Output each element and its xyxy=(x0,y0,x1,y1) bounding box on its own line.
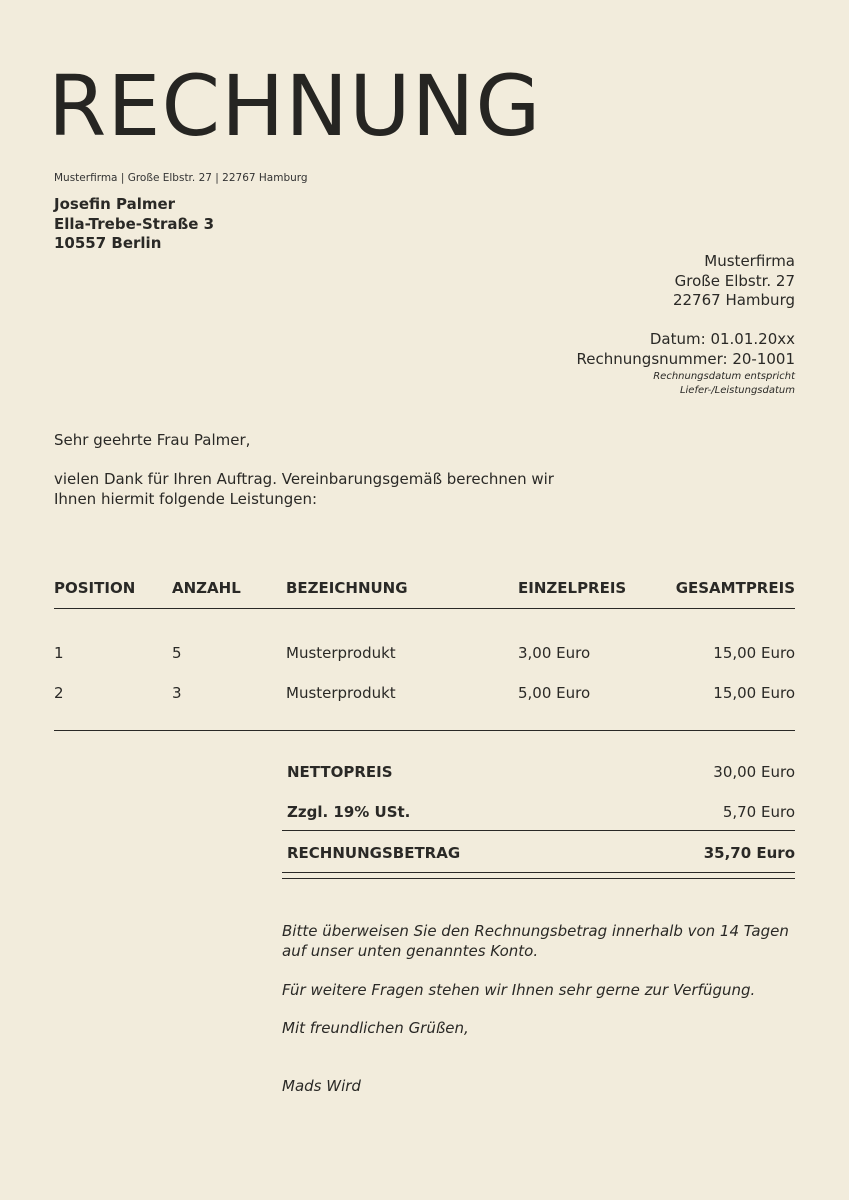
intro-text: vielen Dank für Ihren Auftrag. Vereinbarungsgemäß berechnen wir Ihnen hiermit folgende Leistungen: xyxy=(54,470,554,508)
total-double-rule-bottom xyxy=(282,878,795,879)
invoice-date-note xyxy=(653,370,795,398)
table-cell-description: Musterprodukt xyxy=(286,684,396,702)
table-cell-unit-price: 5,00 Euro xyxy=(518,684,591,702)
company-street: Große Elbstr. 27 xyxy=(674,271,795,290)
header-unit-price: EINZELPREIS xyxy=(518,579,627,597)
tax-value: 5,70 Euro xyxy=(722,803,795,821)
table-cell-quantity: 5 xyxy=(172,644,182,662)
note-line-1: Rechnungsdatum entspricht xyxy=(653,371,795,382)
recipient-street: Ella-Trebe-Straße 3 xyxy=(54,214,215,233)
total-label: RECHNUNGSBETRAG xyxy=(287,844,461,862)
signature: Mads Wird xyxy=(282,1077,361,1095)
total-value: 35,70 Euro xyxy=(703,844,795,862)
page-title: RECHNUNG xyxy=(48,57,542,155)
salutation: Sehr geehrte Frau Palmer, xyxy=(54,431,251,449)
invoice-date: Datum: 01.01.20xx xyxy=(649,330,795,348)
company-city: 22767 Hamburg xyxy=(672,291,795,309)
note-line-2: Liefer-/Leistungsdatum xyxy=(679,385,795,396)
header-total-price: GESAMTPREIS xyxy=(675,579,795,597)
invoice-number: Rechnungsnummer: 20-1001 xyxy=(576,349,795,368)
company-name: Musterfirma xyxy=(704,252,795,270)
table-cell-position: 1 xyxy=(54,644,64,662)
summary-divider xyxy=(282,830,795,831)
recipient-city: 10557 Berlin xyxy=(54,234,162,252)
header-position: POSITION xyxy=(54,579,136,597)
recipient-name: Josefin Palmer xyxy=(54,195,176,213)
header-quantity: ANZAHL xyxy=(172,579,241,597)
payment-instructions: Bitte überweisen Sie den Rechnungsbetrag innerhalb von 14 Tagen auf unser unten genanntes Konto. xyxy=(282,922,789,960)
header-description: BEZEICHNUNG xyxy=(286,579,408,597)
sender-return-address: Musterfirma | Große Elbstr. 27 | 22767 Hamburg xyxy=(54,172,308,184)
table-cell-quantity: 3 xyxy=(172,684,182,702)
table-bottom-divider xyxy=(54,730,795,731)
net-price-label: NETTOPREIS xyxy=(287,763,393,781)
invoice-meta xyxy=(577,330,795,369)
table-cell-total-price: 15,00 Euro xyxy=(713,684,795,702)
table-cell-position: 2 xyxy=(54,684,64,702)
closing-text: Mit freundlichen Grüßen, xyxy=(282,1019,469,1037)
table-cell-description: Musterprodukt xyxy=(286,644,396,662)
questions-text: Für weitere Fragen stehen wir Ihnen sehr gerne zur Verfügung. xyxy=(282,981,756,999)
company-address xyxy=(673,252,795,311)
header-divider xyxy=(54,608,795,609)
tax-label: Zzgl. 19% USt. xyxy=(287,803,411,821)
total-double-rule-top xyxy=(282,872,795,873)
net-price-value: 30,00 Euro xyxy=(713,763,795,781)
recipient-address xyxy=(54,195,214,254)
table-cell-unit-price: 3,00 Euro xyxy=(518,644,591,662)
table-cell-total-price: 15,00 Euro xyxy=(713,644,795,662)
